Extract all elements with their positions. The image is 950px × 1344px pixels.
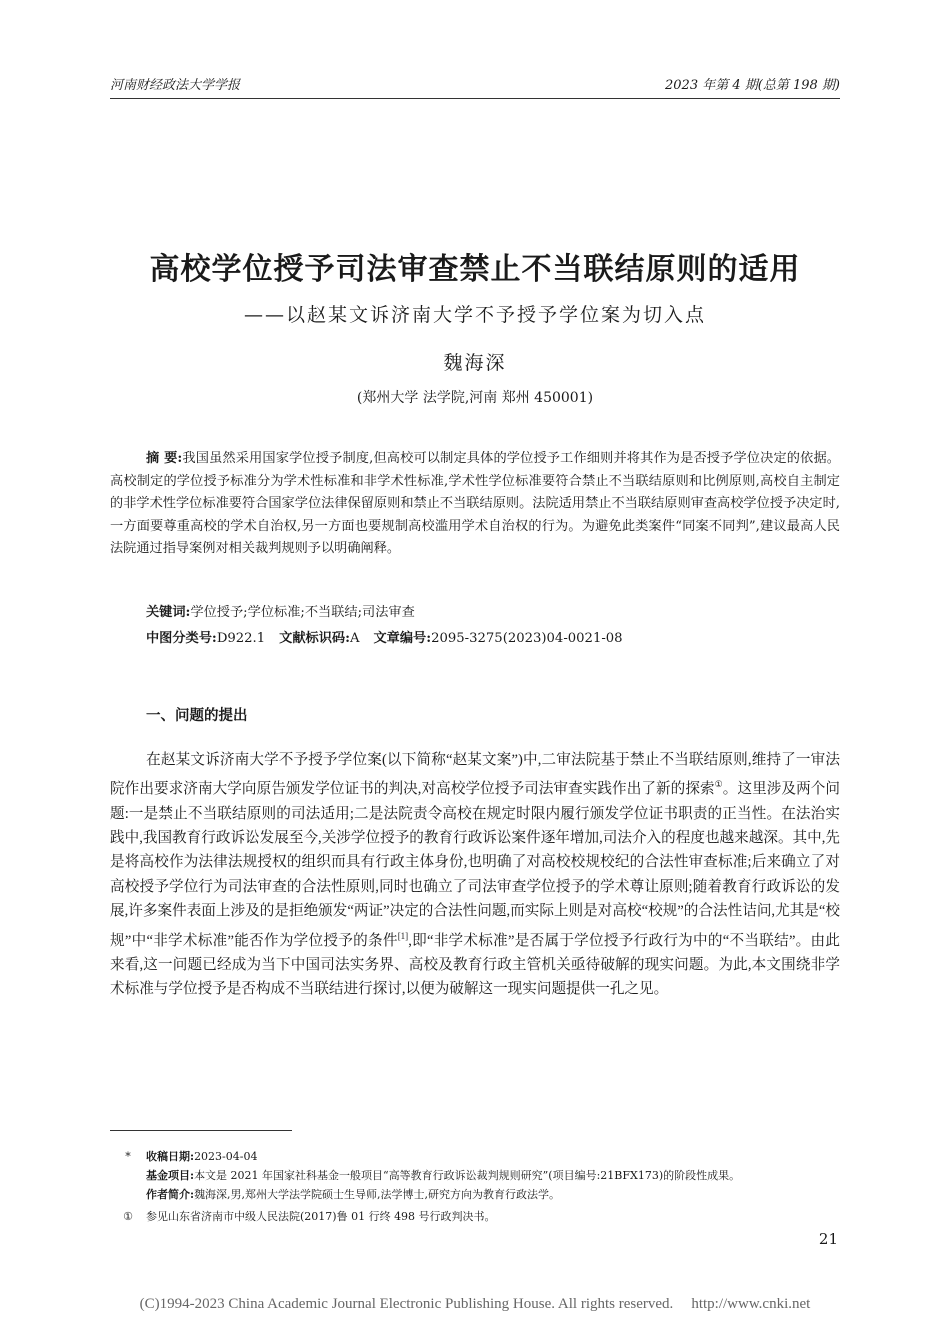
received-date: 2023-04-04 (194, 1150, 258, 1163)
author-affiliation: (郑州大学 法学院,河南 郑州 450001) (356, 390, 594, 406)
footnote-1-mark: ① (123, 1210, 133, 1223)
header-divider (110, 98, 840, 99)
author-bio-label: 作者简介: (146, 1188, 195, 1201)
keywords-text: 学位授予;学位标准;不当联结;司法审查 (190, 605, 415, 620)
page-number: 21 (818, 1230, 838, 1248)
footnote-1 (110, 1208, 840, 1225)
body-text-part2: 。这里涉及两个问题:一是禁止不当联结原则的司法适用;二是法院责令高校在规定时限内履行颁发学位证书职责的正当性。在法治实践中,我国教育行政诉讼发展至今,关涉学位授予的教育行政诉讼案件逐年增加,司法介入的程度也越来越深。其中,先是将高校作为法律法规授权的组织而具有行政主体身份,也明确了对高校校规校纪的合法性审查标准;后来确立了对高校授予学位行为司法审查的合法性原则,同时也确立了司法审查学位授予的学术尊让原则;随着教育行政诉讼的发展,许多案件表面上涉及的是拒绝颁发“两证”决定的合法性问题,而实际上则是对高校“校规”的合法性诘问,尤其是“校规”中“非学术标准”能否作为学位授予的条件 (110, 781, 840, 949)
doc-code-value: A (349, 631, 360, 646)
body-text-part1: 在赵某文诉济南大学不予授予学位案(以下简称“赵某文案”)中,二审法院基于禁止不当联结原则,维持了一审法院作出要求济南大学向原告颁发学位证书的判决,对高校学位授予司法审查实践作出了新的探索 (110, 752, 840, 798)
footnote-received (110, 1148, 840, 1165)
issue-info: 2023 年第 4 期(总第 198 期) (665, 78, 840, 93)
article-subtitle: ——以赵某文诉济南大学不予授予学位案为切入点 (243, 304, 706, 326)
journal-name: 河南财经政法大学学报 (110, 78, 241, 93)
cnki-link[interactable]: http://www.cnki.net (691, 1296, 811, 1312)
footnote-fund (146, 1167, 840, 1184)
classification-line (110, 627, 840, 646)
footnote-divider (110, 1130, 292, 1131)
section-heading: 一、问题的提出 (146, 707, 248, 724)
clc-label: 中图分类号: (146, 631, 217, 646)
fund-label: 基金项目: (146, 1169, 195, 1182)
clc-value: D922.1 (216, 631, 266, 646)
article-no-value: 2095-3275(2023)04-0021-08 (431, 631, 623, 646)
author-name: 魏海深 (443, 352, 507, 374)
footnote-1-text: 参见山东省济南市中级人民法院(2017)鲁 01 行终 498 号行政判决书。 (146, 1210, 496, 1223)
abstract-label: 摘 要: (146, 451, 183, 466)
body-text-part3: ,即“非学术标准”是否属于学位授予行政行为中的“不当联结”。由此来看,这一问题已经成为当下中国司法实务界、高校及教育行政主管机关亟待破解的现实问题。为此,本文围绕非学术标准与学位授予是否构成不当联结进行探讨,以便为破解这一现实问题提供一孔之见。 (110, 932, 840, 998)
abstract-text: 我国虽然采用国家学位授予制度,但高校可以制定具体的学位授予工作细则并将其作为是否授予学位决定的依据。高校制定的学位授予标准分为学术性标准和非学术性标准,学术性学位标准要符合禁止不当联结原则和比例原则,高校自主制定的非学术性学位标准要符合国家学位法律保留原则和禁止不当联结原则。法院适用禁止不当联结原则审查高校学位授予决定时,一方面要尊重高校的学术自治权,另一方面也要规制高校滥用学术自治权的行为。为避免此类案件“同案不同判”,建议最高人民法院通过指导案例对相关裁判规则予以明确阐释。 (110, 451, 840, 556)
footnote-ref-1[interactable]: ① (714, 779, 723, 790)
copyright-text: (C)1994-2023 China Academic Journal Electronic Publishing House. All rights reserved. (139, 1296, 674, 1312)
copyright-footer (0, 1296, 950, 1313)
received-label: 收稿日期: (146, 1150, 195, 1163)
citation-ref-1[interactable]: [1] (397, 930, 409, 941)
footnote-author-bio (146, 1186, 840, 1203)
asterisk-mark: * (125, 1150, 131, 1163)
fund-text: 本文是 2021 年国家社科基金一般项目“高等教育行政诉讼裁判规则研究”(项目编号:21BFX173)的阶段性成果。 (194, 1169, 741, 1182)
body-paragraph (110, 748, 840, 1002)
keywords (110, 601, 840, 620)
author-bio-text: 魏海深,男,郑州大学法学院硕士生导师,法学博士,研究方向为教育行政法学。 (194, 1188, 561, 1201)
abstract (110, 448, 840, 561)
article-title: 高校学位授予司法审查禁止不当联结原则的适用 (149, 252, 801, 287)
running-header (110, 74, 840, 96)
article-no-label: 文章编号: (373, 631, 432, 646)
keywords-label: 关键词: (146, 605, 191, 620)
doc-code-label: 文献标识码: (279, 631, 350, 646)
